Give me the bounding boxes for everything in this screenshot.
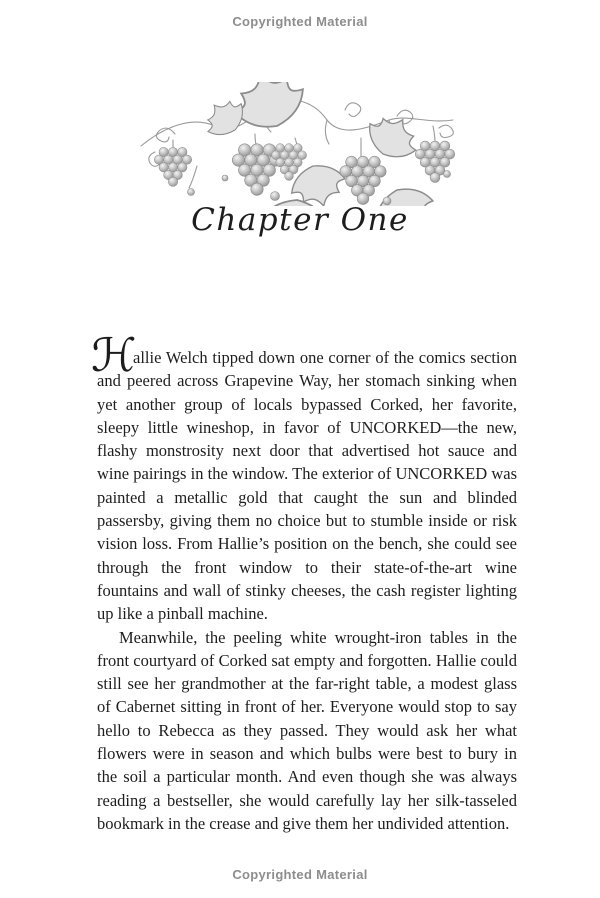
paragraph-1-text: allie Welch tipped down one corner of the comics section and peered across Grapevine Way, her stomach sinking when yet another group of locals bypassed Corked, her favorite, sleepy little wineshop, in favor of UNCORKED—the new, flashy monstrosity next door that advertised hot sauce and wine pairings in the window. The exterior of UNCORKED was painted a metallic gold that caught the sun and blinded passersby, giving them no choice but to stumble inside or risk vision loss. From Hallie’s position on the bench, she could see through the front window to their state-of-the-art wine fountains and wall of stinky cheeses, the cash register lighting up like a pinball machine.: [97, 348, 517, 624]
copyright-notice-top: Copyrighted Material: [232, 14, 368, 29]
body-text: [91, 328, 517, 835]
grapevine-illustration: [135, 82, 465, 206]
chapter-title: Chapter One: [191, 202, 409, 238]
copyright-notice-bottom: Copyrighted Material: [232, 867, 368, 882]
drop-cap-initial: ℋ: [91, 328, 137, 382]
paragraph-1: [91, 328, 517, 626]
grapevine-illustration-svg: [135, 82, 465, 206]
paragraph-2: Meanwhile, the peeling white wrought-iron tables in the front courtyard of Corked sat empty and forgotten. Hallie could still see her grandmother at the far-right table, a modest glass of Cabernet sitting in front of her. Everyone would stop to say hello to Rebecca as they passed. They would ask her what flowers were in season and which bulbs were best to bury in the soil a particular month. And even though she was always reading a bestseller, she would carefully lay her silk-tasseled bookmark in the crease and give them her undivided attention.: [97, 627, 517, 833]
